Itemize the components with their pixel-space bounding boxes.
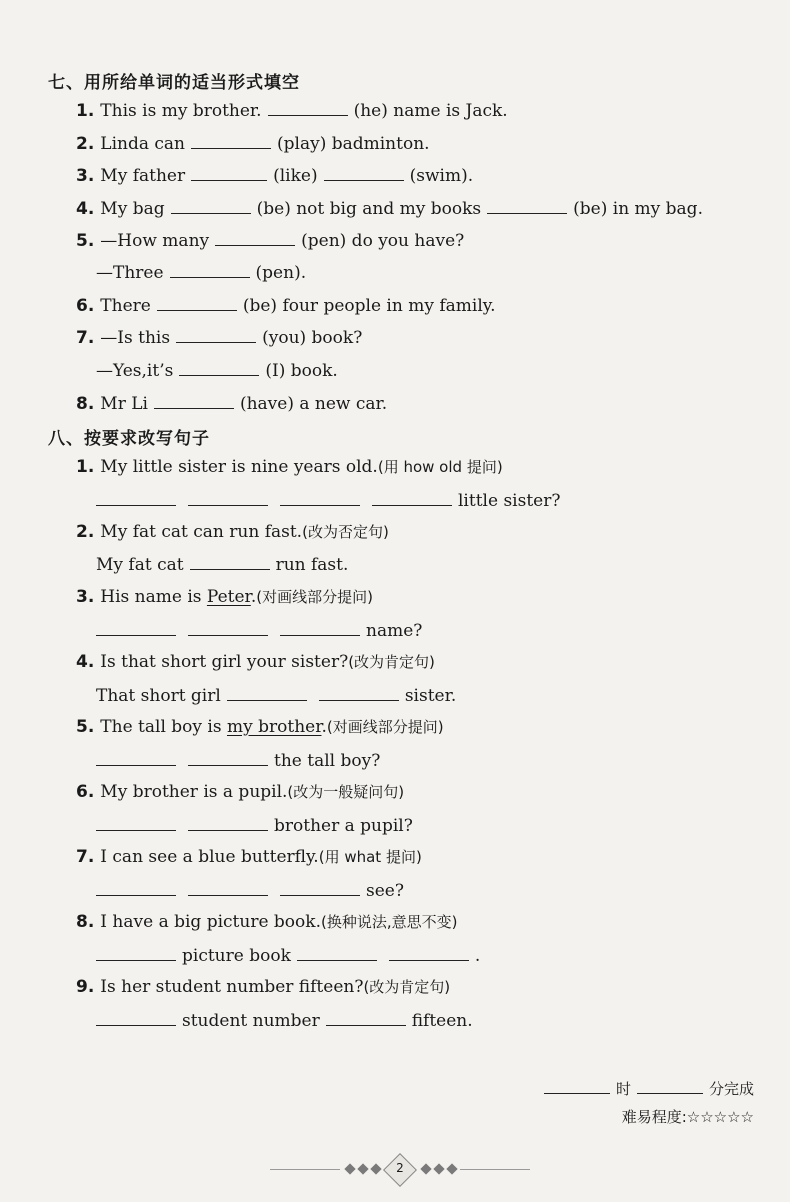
s8-item-8: 8. I have a big picture book.(换种说法,意思不变) bbox=[76, 912, 458, 932]
s7-item-3: 3. My father (like) (swim). bbox=[76, 166, 474, 186]
diamond-icon bbox=[433, 1163, 444, 1174]
answer-blank[interactable] bbox=[170, 261, 250, 278]
answer-blank[interactable] bbox=[227, 684, 307, 701]
s7-item-4: 4. My bag (be) not big and my books (be) in my bag. bbox=[76, 199, 703, 219]
s8-item-6: 6. My brother is a pupil.(改为一般疑问句) bbox=[76, 782, 405, 802]
diamond-icon bbox=[357, 1163, 368, 1174]
answer-blank[interactable] bbox=[96, 944, 176, 961]
s8-answer-4: That short girl sister. bbox=[96, 686, 457, 706]
answer-blank[interactable] bbox=[280, 619, 360, 636]
answer-blank[interactable] bbox=[154, 392, 234, 409]
s8-item-5: 5. The tall boy is my brother.(对画线部分提问) bbox=[76, 717, 444, 737]
answer-blank[interactable] bbox=[96, 489, 176, 506]
answer-blank[interactable] bbox=[372, 489, 452, 506]
answer-blank[interactable] bbox=[188, 879, 268, 896]
completion-time: 时 分完成 bbox=[538, 1077, 754, 1099]
answer-blank[interactable] bbox=[176, 326, 256, 343]
ornament-rule-right bbox=[460, 1169, 530, 1170]
section-8-title: 八、按要求改写句子 bbox=[48, 429, 210, 449]
s8-answer-8: picture book . bbox=[96, 944, 480, 967]
answer-blank[interactable] bbox=[188, 749, 268, 766]
diamond-icon bbox=[344, 1163, 355, 1174]
answer-blank[interactable] bbox=[191, 132, 271, 149]
s8-answer-9: student number fifteen. bbox=[96, 1009, 473, 1032]
answer-blank[interactable] bbox=[389, 944, 469, 961]
answer-blank[interactable] bbox=[96, 1009, 176, 1026]
answer-blank[interactable] bbox=[191, 164, 267, 181]
s8-item-1: 1. My little sister is nine years old.(用 how old 提问) bbox=[76, 457, 503, 477]
answer-blank[interactable] bbox=[297, 944, 377, 961]
diamond-icon bbox=[370, 1163, 381, 1174]
page-number: 2 bbox=[396, 1161, 404, 1175]
s8-item-3: 3. His name is Peter.(对画线部分提问) bbox=[76, 587, 373, 607]
s8-item-9: 9. Is her student number fifteen?(改为肯定句) bbox=[76, 977, 451, 997]
answer-blank[interactable] bbox=[188, 619, 268, 636]
ornament-rule-left bbox=[270, 1169, 340, 1170]
answer-blank[interactable] bbox=[190, 553, 270, 570]
answer-blank[interactable] bbox=[268, 99, 348, 116]
s7-item-2: 2. Linda can (play) badminton. bbox=[76, 134, 430, 154]
s8-answer-2: My fat cat run fast. bbox=[96, 555, 349, 575]
section-7-title: 七、用所给单词的适当形式填空 bbox=[48, 73, 300, 93]
answer-blank[interactable] bbox=[487, 197, 567, 214]
answer-blank[interactable] bbox=[96, 749, 176, 766]
s7-item-5-reply: —Three (pen). bbox=[96, 263, 307, 283]
s7-item-6: 6. There (be) four people in my family. bbox=[76, 296, 496, 316]
hour-blank[interactable] bbox=[544, 1077, 610, 1094]
answer-blank[interactable] bbox=[96, 814, 176, 831]
answer-blank[interactable] bbox=[215, 229, 295, 246]
page-number-ornament bbox=[270, 1158, 530, 1182]
answer-blank[interactable] bbox=[179, 359, 259, 376]
s8-answer-6: brother a pupil? bbox=[96, 814, 413, 837]
s8-answer-1: little sister? bbox=[96, 489, 560, 512]
answer-blank[interactable] bbox=[188, 814, 268, 831]
s7-item-7: 7. —Is this (you) book? bbox=[76, 328, 363, 348]
diamond-icon bbox=[420, 1163, 431, 1174]
answer-blank[interactable] bbox=[171, 197, 251, 214]
s8-item-2: 2. My fat cat can run fast.(改为否定句) bbox=[76, 522, 389, 542]
answer-blank[interactable] bbox=[157, 294, 237, 311]
answer-blank[interactable] bbox=[188, 489, 268, 506]
s8-answer-5: the tall boy? bbox=[96, 749, 380, 772]
s8-answer-7: see? bbox=[96, 879, 404, 902]
difficulty-rating: 难易程度:☆☆☆☆☆ bbox=[621, 1108, 754, 1126]
s8-item-4: 4. Is that short girl your sister?(改为肯定句) bbox=[76, 652, 435, 672]
minute-blank[interactable] bbox=[637, 1077, 703, 1094]
s7-item-5: 5. —How many (pen) do you have? bbox=[76, 231, 465, 251]
answer-blank[interactable] bbox=[326, 1009, 406, 1026]
answer-blank[interactable] bbox=[319, 684, 399, 701]
answer-blank[interactable] bbox=[280, 489, 360, 506]
s7-item-1: 1. This is my brother. (he) name is Jack. bbox=[76, 101, 508, 121]
answer-blank[interactable] bbox=[280, 879, 360, 896]
answer-blank[interactable] bbox=[96, 619, 176, 636]
s8-answer-3: name? bbox=[96, 619, 422, 642]
answer-blank[interactable] bbox=[96, 879, 176, 896]
diamond-icon bbox=[446, 1163, 457, 1174]
s7-item-8: 8. Mr Li (have) a new car. bbox=[76, 394, 388, 414]
answer-blank[interactable] bbox=[324, 164, 404, 181]
s8-item-7: 7. I can see a blue butterfly.(用 what 提问) bbox=[76, 847, 422, 867]
s7-item-7-reply: —Yes,it’s (I) book. bbox=[96, 361, 338, 381]
